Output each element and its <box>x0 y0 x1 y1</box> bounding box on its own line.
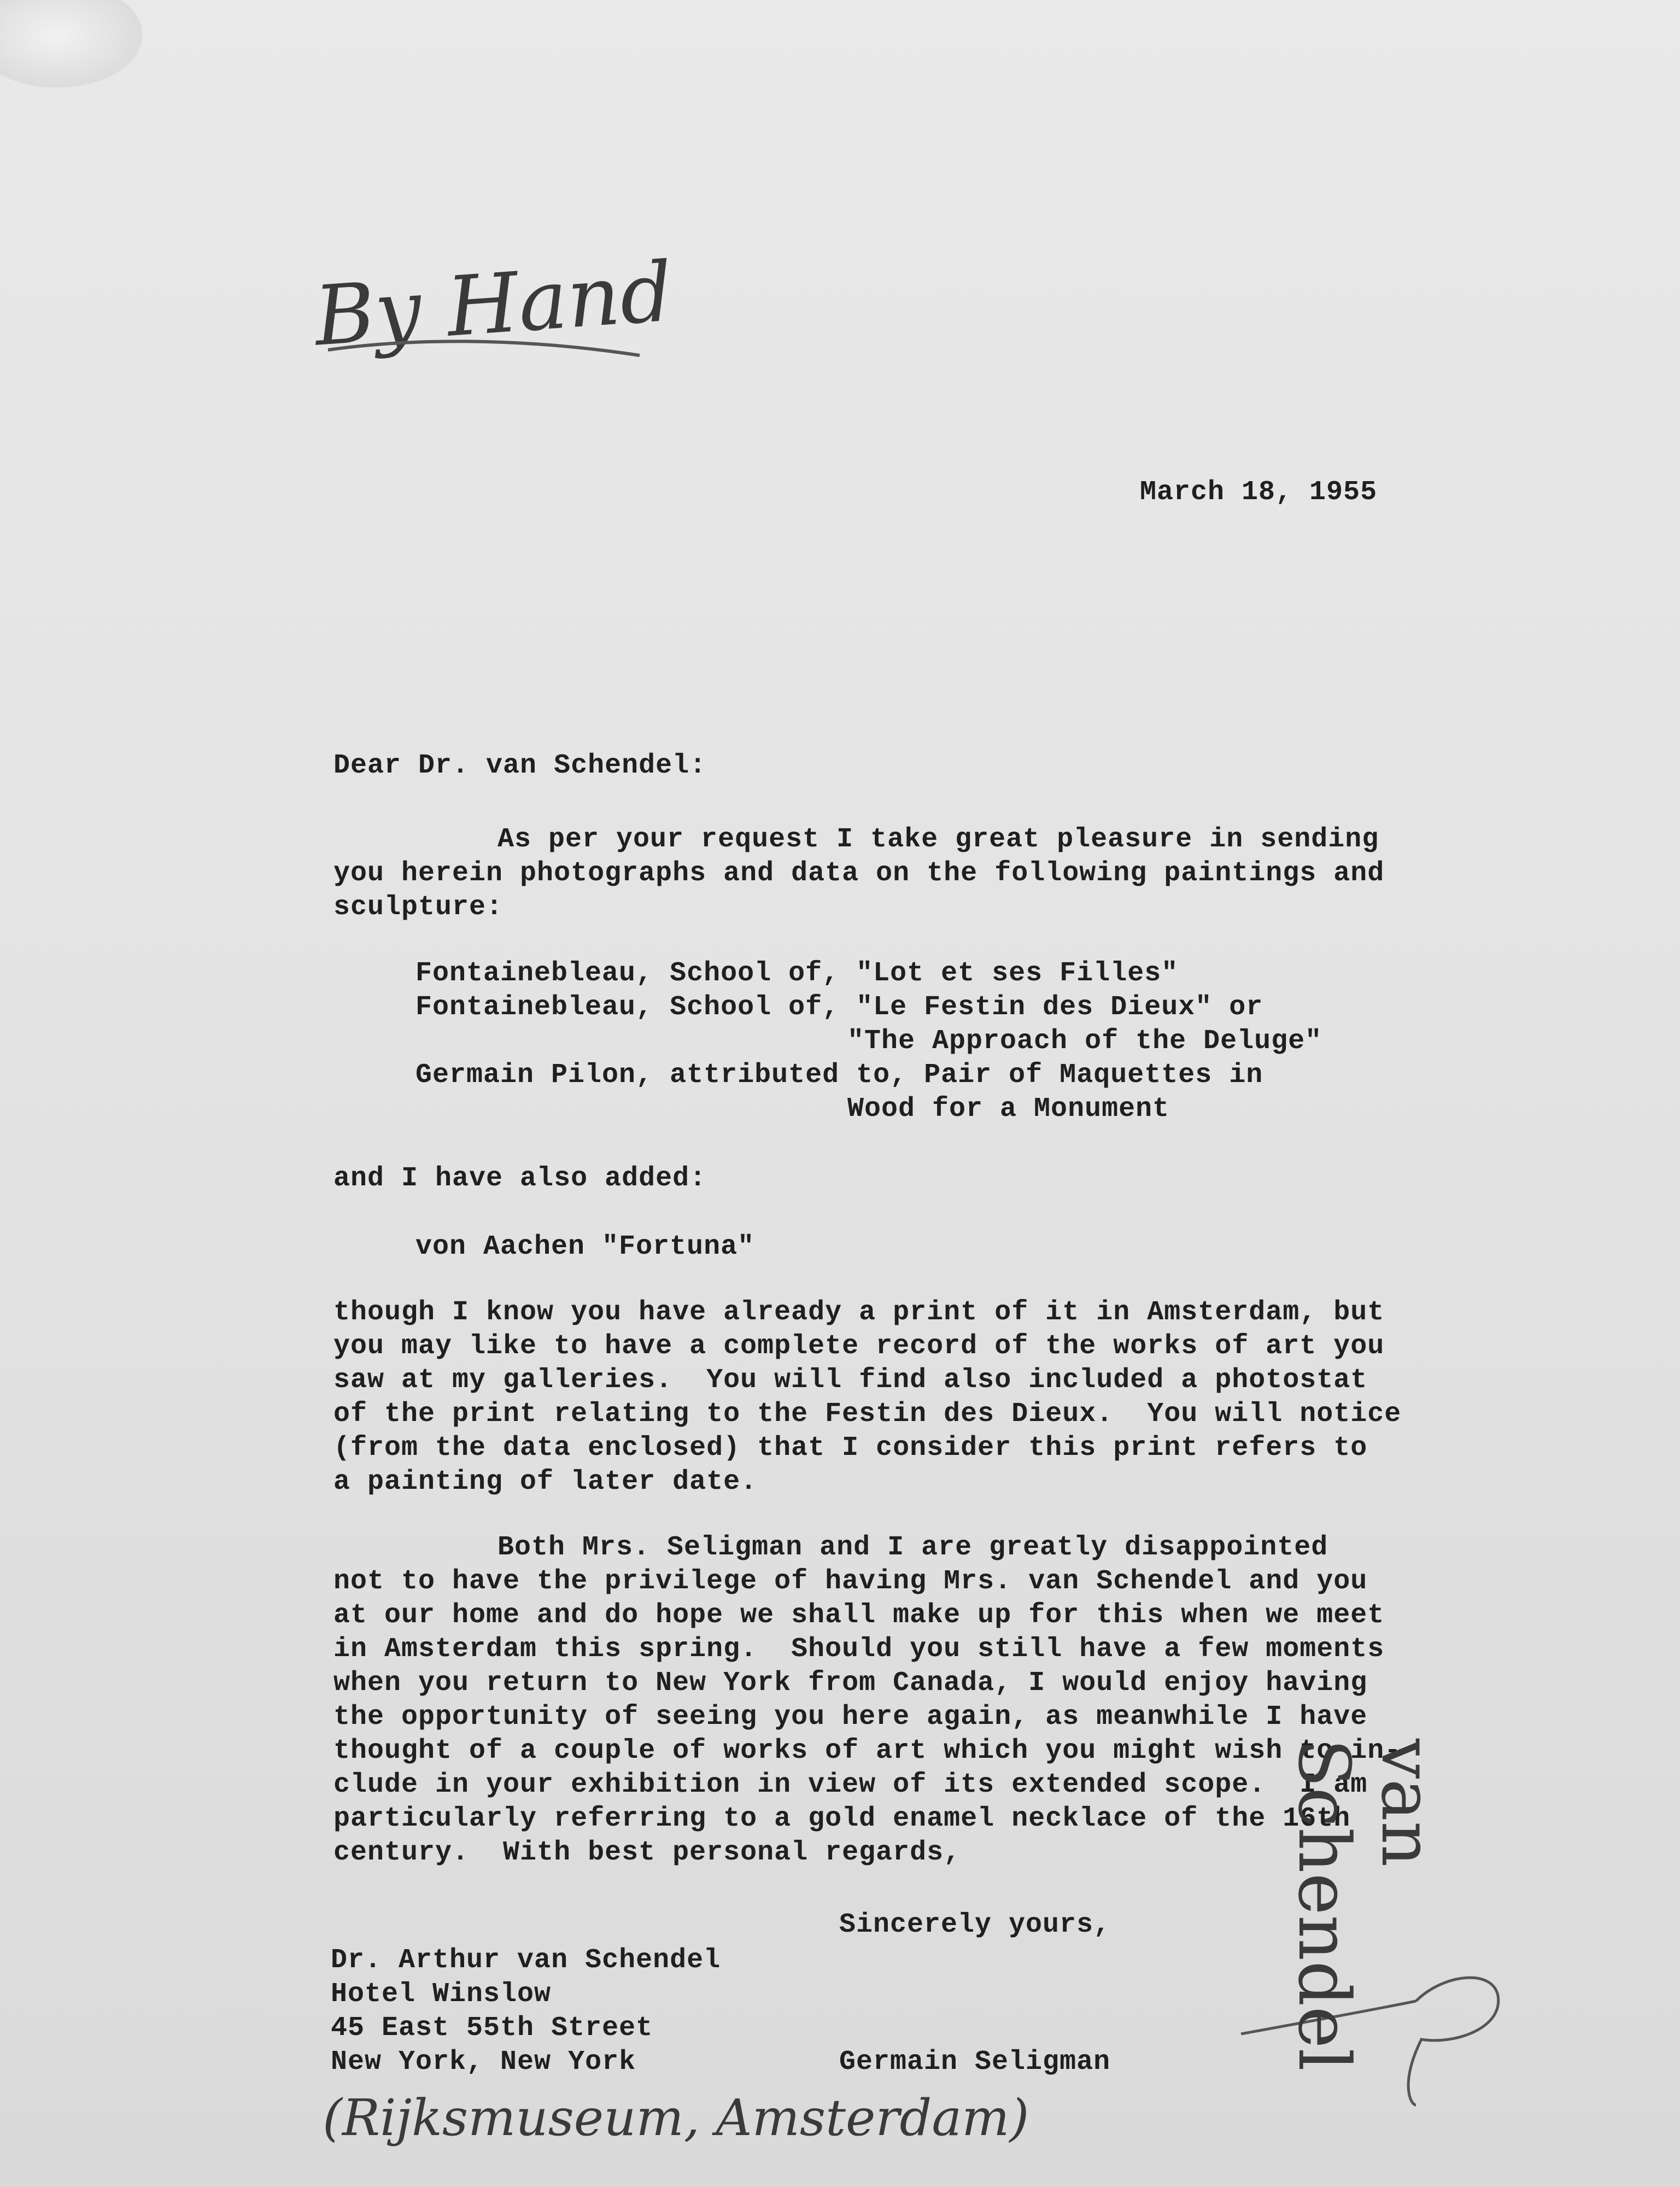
para1-line: As per your request I take great pleasure in sending <box>497 824 1379 855</box>
para2-line: of the print relating to the Festin des Dieux. You will notice <box>333 1399 1402 1430</box>
para2-line: you may like to have a complete record of the works of art you <box>333 1331 1385 1362</box>
para3-line: clude in your exhibition in view of its extended scope. I am <box>333 1769 1368 1800</box>
para3-line: not to have the privilege of having Mrs. van Schendel and you <box>333 1566 1368 1597</box>
para3-line: particularly referring to a gold enamel necklace of the 16th <box>333 1803 1351 1834</box>
para2-line: though I know you have already a print of it in Amsterdam, but <box>333 1297 1385 1328</box>
signer-name: Germain Seligman <box>839 2046 1111 2078</box>
letter-date: March 18, 1955 <box>1140 477 1378 508</box>
para3-line: the opportunity of seeing you here again, as meanwhile I have <box>333 1701 1368 1733</box>
by-hand-underline <box>323 328 651 372</box>
para3-line: in Amsterdam this spring. Should you still have a few moments <box>333 1634 1385 1665</box>
bottom-annotation: (Rijksmuseum, Amsterdam) <box>323 2089 1029 2147</box>
address-line: Hotel Winslow <box>331 1979 552 2010</box>
added-intro: and I have also added: <box>333 1163 707 1194</box>
torn-corner <box>0 0 142 87</box>
para1-line: you herein photographs and data on the following paintings and <box>333 858 1385 889</box>
para3-line: thought of a couple of works of art which you might wish to in- <box>333 1735 1402 1767</box>
by-hand-annotation: By Hand <box>311 244 676 365</box>
para3-line: century. With best personal regards, <box>333 1837 961 1868</box>
para2-line: (from the data enclosed) that I consider this print refers to <box>333 1432 1368 1464</box>
added-work: von Aachen "Fortuna" <box>415 1231 755 1262</box>
work-item: Fontainebleau, School of, "Lot et ses Filles" <box>415 958 1179 989</box>
salutation: Dear Dr. van Schendel: <box>333 750 707 781</box>
address-line: 45 East 55th Street <box>331 2013 653 2044</box>
para3-line: at our home and do hope we shall make up for this when we meet <box>333 1600 1385 1631</box>
work-item-continued: "The Approach of the Deluge" <box>847 1026 1322 1057</box>
closing: Sincerely yours, <box>839 1909 1111 1940</box>
para1-line: sculpture: <box>333 892 504 923</box>
address-line: Dr. Arthur van Schendel <box>331 1945 721 1976</box>
para2-line: saw at my galleries. You will find also included a photostat <box>333 1365 1368 1396</box>
side-annotation: van Schendel <box>1283 1739 1449 2071</box>
para2-line: a painting of later date. <box>333 1466 758 1498</box>
para3-line: Both Mrs. Seligman and I are greatly disappointed <box>497 1532 1328 1563</box>
work-item-continued: Wood for a Monument <box>847 1094 1170 1125</box>
address-line: New York, New York <box>331 2046 636 2078</box>
work-item: Fontainebleau, School of, "Le Festin des Dieux" or <box>415 992 1263 1023</box>
work-item: Germain Pilon, attributed to, Pair of Maquettes in <box>415 1060 1263 1091</box>
para3-line: when you return to New York from Canada, I would enjoy having <box>333 1668 1368 1699</box>
